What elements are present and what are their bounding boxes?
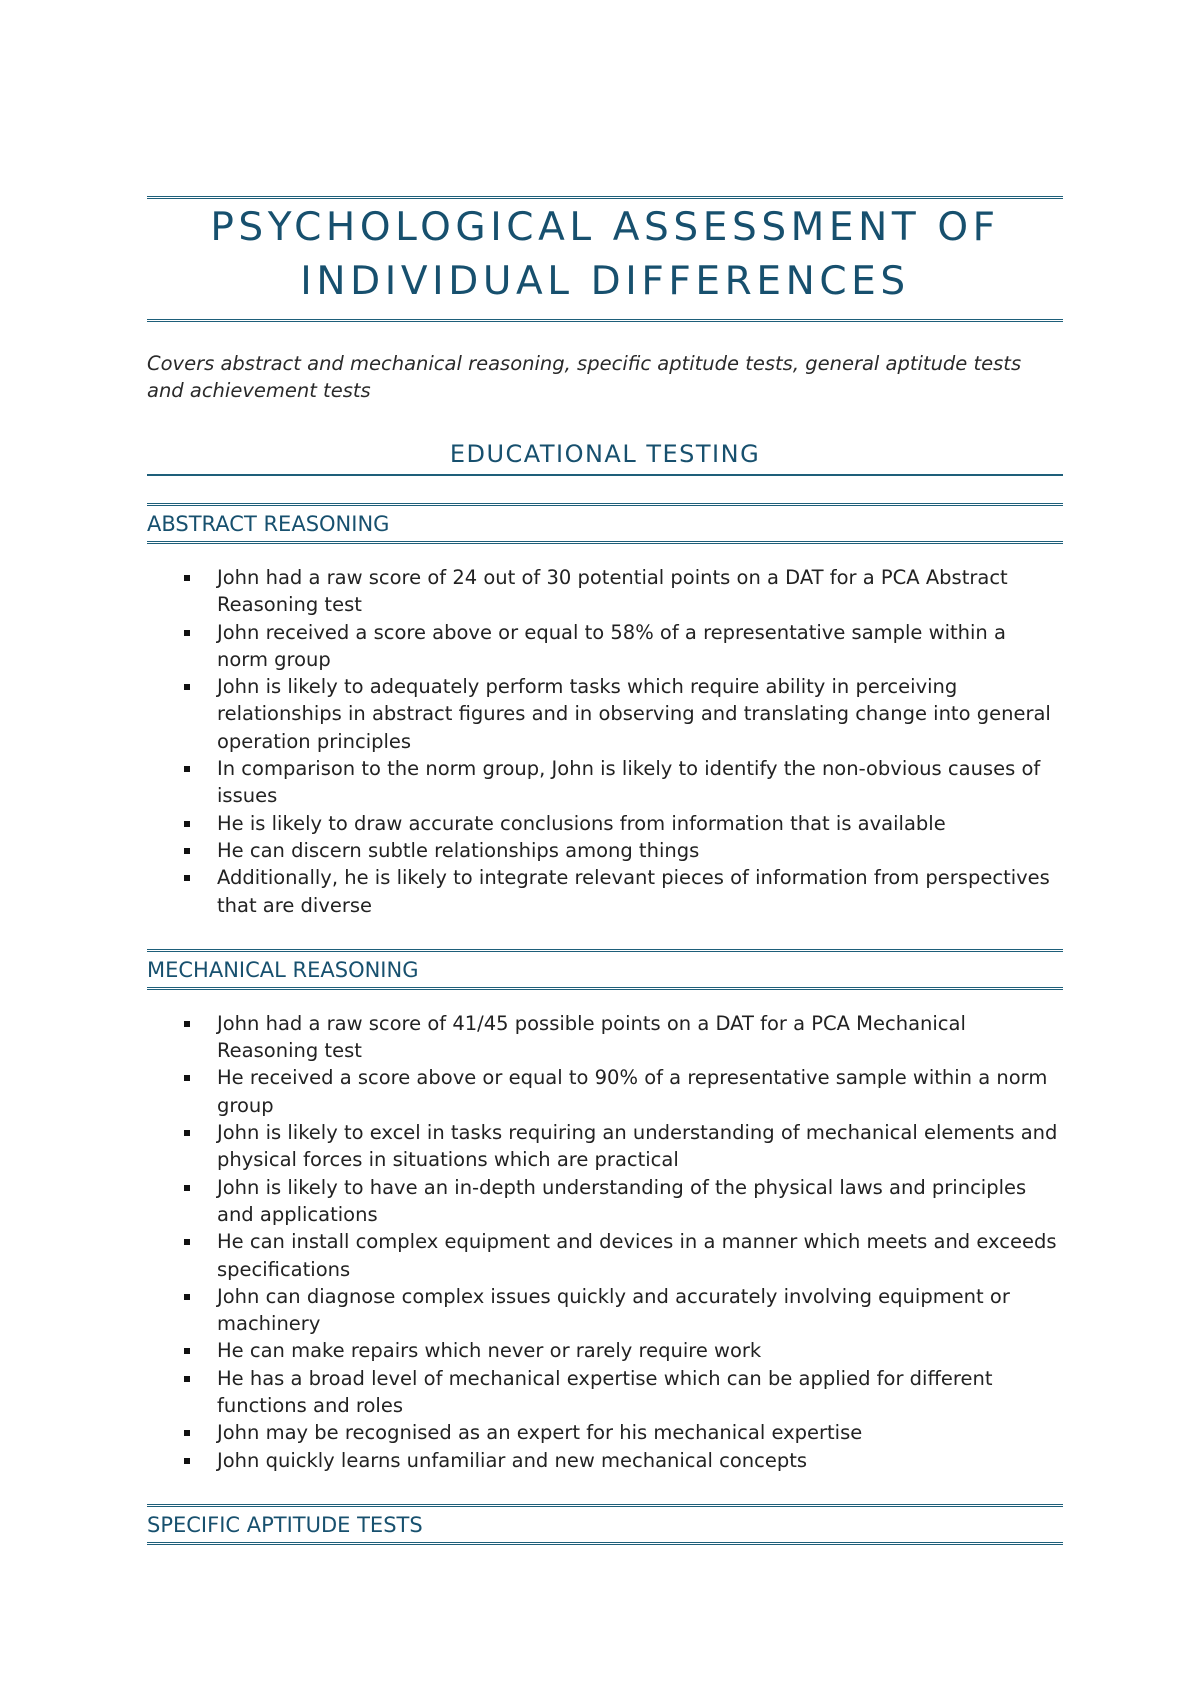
list-item (182, 755, 1063, 810)
list-item (182, 810, 1063, 837)
list-item-text: He can discern subtle relationships among things (217, 838, 700, 862)
list-item (182, 1119, 1063, 1174)
list-item (182, 1228, 1063, 1283)
square-bullet-icon (184, 1430, 190, 1436)
list-item-text: John is likely to adequately perform tasks which require ability in perceiving relationships in abstract figures and in observing and translating change into general operation principles (217, 675, 1051, 753)
list-item-text: John quickly learns unfamiliar and new mechanical concepts (217, 1448, 808, 1472)
list-item-text: He can make repairs which never or rarely require work (217, 1339, 762, 1363)
list-item (182, 1064, 1063, 1119)
heading-abstract-reasoning: ABSTRACT REASONING (147, 503, 1063, 544)
list-item (182, 564, 1063, 619)
square-bullet-icon (184, 1075, 190, 1081)
square-bullet-icon (184, 1239, 190, 1245)
square-bullet-icon (184, 1185, 190, 1191)
square-bullet-icon (184, 875, 190, 881)
square-bullet-icon (184, 630, 190, 636)
list-item-text: John had a raw score of 41/45 possible points on a DAT for a PCA Mechanical Reasoning test (217, 1011, 966, 1063)
list-item (182, 1010, 1063, 1065)
list-item-text: He received a score above or equal to 90% of a representative sample within a norm group (217, 1066, 1048, 1117)
list-item (182, 1365, 1063, 1420)
square-bullet-icon (184, 1376, 190, 1382)
square-bullet-icon (184, 766, 190, 772)
list-item-text: John can diagnose complex issues quickly and accurately involving equipment or machinery (217, 1284, 1010, 1336)
list-item-text: John received a score above or equal to 58% of a representative sample within a norm group (217, 620, 1006, 671)
document-subtitle: Covers abstract and mechanical reasoning, specific aptitude tests, general aptitude tests and achievement tests (147, 352, 1022, 402)
list-item-text: He is likely to draw accurate conclusions from information that is available (217, 811, 946, 835)
square-bullet-icon (184, 684, 190, 690)
list-item (182, 1174, 1063, 1229)
document-title-line-1: PSYCHOLOGICAL ASSESSMENT OF (210, 205, 1000, 250)
section-heading-educational-testing: EDUCATIONAL TESTING (147, 440, 1063, 476)
square-bullet-icon (184, 1458, 190, 1464)
list-item (182, 619, 1063, 674)
list-item (182, 673, 1063, 755)
abstract-reasoning-list (147, 564, 1063, 919)
document-page (147, 196, 1063, 1545)
heading-mechanical-reasoning: MECHANICAL REASONING (147, 949, 1063, 990)
list-item (182, 1337, 1063, 1364)
square-bullet-icon (184, 1130, 190, 1136)
list-item-text: He has a broad level of mechanical expertise which can be applied for different functions and roles (217, 1366, 993, 1418)
list-item-text: John is likely to have an in-depth understanding of the physical laws and principles and applications (217, 1175, 1027, 1226)
list-item (182, 837, 1063, 864)
list-item-text: Additionally, he is likely to integrate relevant pieces of information from perspectives that are diverse (217, 866, 1050, 917)
mechanical-reasoning-list (147, 1010, 1063, 1474)
list-item (182, 1447, 1063, 1474)
list-item (182, 1419, 1063, 1446)
document-title-line-2: INDIVIDUAL DIFFERENCES (300, 259, 910, 304)
square-bullet-icon (184, 848, 190, 854)
list-item-text: John may be recognised as an expert for his mechanical expertise (217, 1421, 863, 1445)
list-item-text: John had a raw score of 24 out of 30 potential points on a DAT for a PCA Abstract Reasoning test (217, 566, 1008, 617)
heading-specific-aptitude-tests: SPECIFIC APTITUDE TESTS (147, 1504, 1063, 1545)
list-item (182, 864, 1063, 919)
list-item-text: In comparison to the norm group, John is likely to identify the non-obvious causes of issues (217, 757, 1041, 808)
list-item-text: John is likely to excel in tasks requiring an understanding of mechanical elements and physical forces in situations which are practical (217, 1121, 1058, 1172)
list-item (182, 1283, 1063, 1338)
square-bullet-icon (184, 1021, 190, 1027)
document-title-block (147, 196, 1063, 322)
square-bullet-icon (184, 1348, 190, 1354)
square-bullet-icon (184, 1294, 190, 1300)
list-item-text: He can install complex equipment and devices in a manner which meets and exceeds specifications (217, 1230, 1057, 1281)
square-bullet-icon (184, 575, 190, 581)
square-bullet-icon (184, 821, 190, 827)
